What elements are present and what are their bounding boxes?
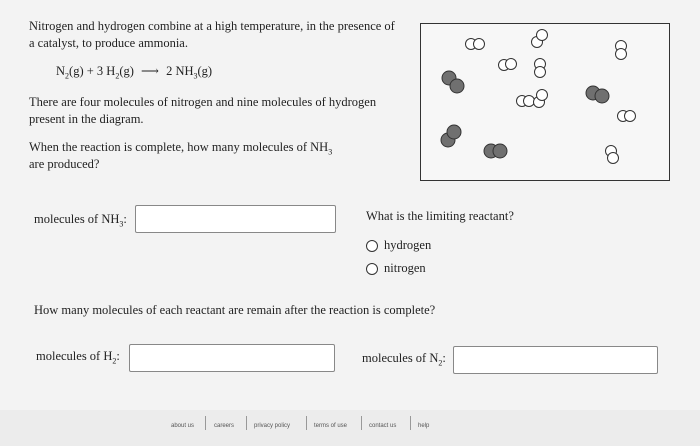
question-nh3-sub: 3 xyxy=(328,147,333,157)
h2-molecules-input[interactable] xyxy=(129,344,335,372)
hydrogen-molecule-1 xyxy=(466,39,485,50)
eq-product: 2 NH xyxy=(166,64,194,78)
nh3-molecules-input[interactable] xyxy=(135,205,336,233)
molecule-diagram-svg xyxy=(421,24,669,180)
h2-label-text: molecules of H xyxy=(36,349,113,363)
nitrogen-option-label: nitrogen xyxy=(384,261,426,275)
n2-label-colon: : xyxy=(442,351,446,365)
n2-label-sub: 2 xyxy=(438,358,443,368)
eq-h-sub: 2 xyxy=(115,71,120,81)
eq-n-sub: 2 xyxy=(65,71,70,81)
hydrogen-molecule-6 xyxy=(517,96,535,107)
question-nh3-text: When the reaction is complete, how many molecules of NH xyxy=(29,140,329,154)
molecules-line-2: present in the diagram. xyxy=(29,112,144,126)
nitrogen-molecule-3 xyxy=(441,125,461,147)
nh3-label-colon: : xyxy=(123,212,127,226)
eq-g1: (g) + 3 H xyxy=(69,64,116,78)
question-nh3-line-1 xyxy=(29,140,332,155)
footer-link-privacy[interactable]: privacy policy xyxy=(254,423,291,429)
eq-n: N xyxy=(56,64,66,78)
eq-g2: (g) xyxy=(119,64,134,78)
n2-molecules-input[interactable] xyxy=(453,346,658,374)
footer-separator xyxy=(306,416,307,430)
reaction-equation xyxy=(56,64,212,79)
footer-separator xyxy=(410,416,411,430)
hydrogen-molecule-7 xyxy=(534,90,548,108)
nitrogen-radio[interactable] xyxy=(366,263,378,275)
hydrogen-option-label: hydrogen xyxy=(384,238,432,252)
footer-link-contact[interactable]: contact us xyxy=(369,423,397,429)
hydrogen-radio[interactable] xyxy=(366,240,378,252)
h2-label-colon: : xyxy=(116,349,120,363)
h2-answer-label xyxy=(36,349,120,364)
limiting-reactant-question: What is the limiting reactant? xyxy=(366,209,514,223)
eq-g3: (g) xyxy=(197,64,213,78)
eq-p-sub: 3 xyxy=(193,71,198,81)
hydrogen-molecule-8 xyxy=(618,111,636,122)
nitrogen-molecule-2 xyxy=(586,86,609,103)
footer-separator xyxy=(246,416,247,430)
h2-label-sub: 2 xyxy=(112,356,117,366)
question-nh3-line-2: are produced? xyxy=(29,157,100,171)
molecule-diagram xyxy=(420,23,670,181)
intro-line-1: Nitrogen and hydrogen combine at a high temperature, in the presence of xyxy=(29,19,395,33)
nitrogen-molecule-1 xyxy=(442,71,464,93)
hydrogen-molecule-9 xyxy=(606,146,619,164)
nh3-label-sub: 3 xyxy=(119,219,124,229)
hydrogen-molecule-5 xyxy=(535,59,546,78)
molecules-line-1: There are four molecules of nitrogen and nine molecules of hydrogen xyxy=(29,95,377,109)
nh3-label-text: molecules of NH xyxy=(34,212,120,226)
nitrogen-molecule-4 xyxy=(484,144,507,158)
n2-answer-label xyxy=(362,351,446,366)
n2-label-text: molecules of N xyxy=(362,351,439,365)
nh3-answer-label xyxy=(34,212,127,227)
eq-arrow: ⟶ xyxy=(141,64,159,78)
footer-links xyxy=(0,423,700,435)
hydrogen-molecule-2 xyxy=(532,30,548,48)
footer-link-help[interactable]: help xyxy=(418,423,430,429)
intro-line-2: a catalyst, to produce ammonia. xyxy=(29,36,188,50)
footer-separator xyxy=(361,416,362,430)
footer-separator xyxy=(205,416,206,430)
footer-link-about[interactable]: about us xyxy=(171,423,195,429)
hydrogen-molecule-4 xyxy=(499,59,517,71)
remaining-question: How many molecules of each reactant are remain after the reaction is complete? xyxy=(34,303,436,317)
footer-link-terms[interactable]: terms of use xyxy=(314,423,348,429)
footer-link-careers[interactable]: careers xyxy=(214,423,235,429)
hydrogen-molecule-3 xyxy=(616,41,627,60)
